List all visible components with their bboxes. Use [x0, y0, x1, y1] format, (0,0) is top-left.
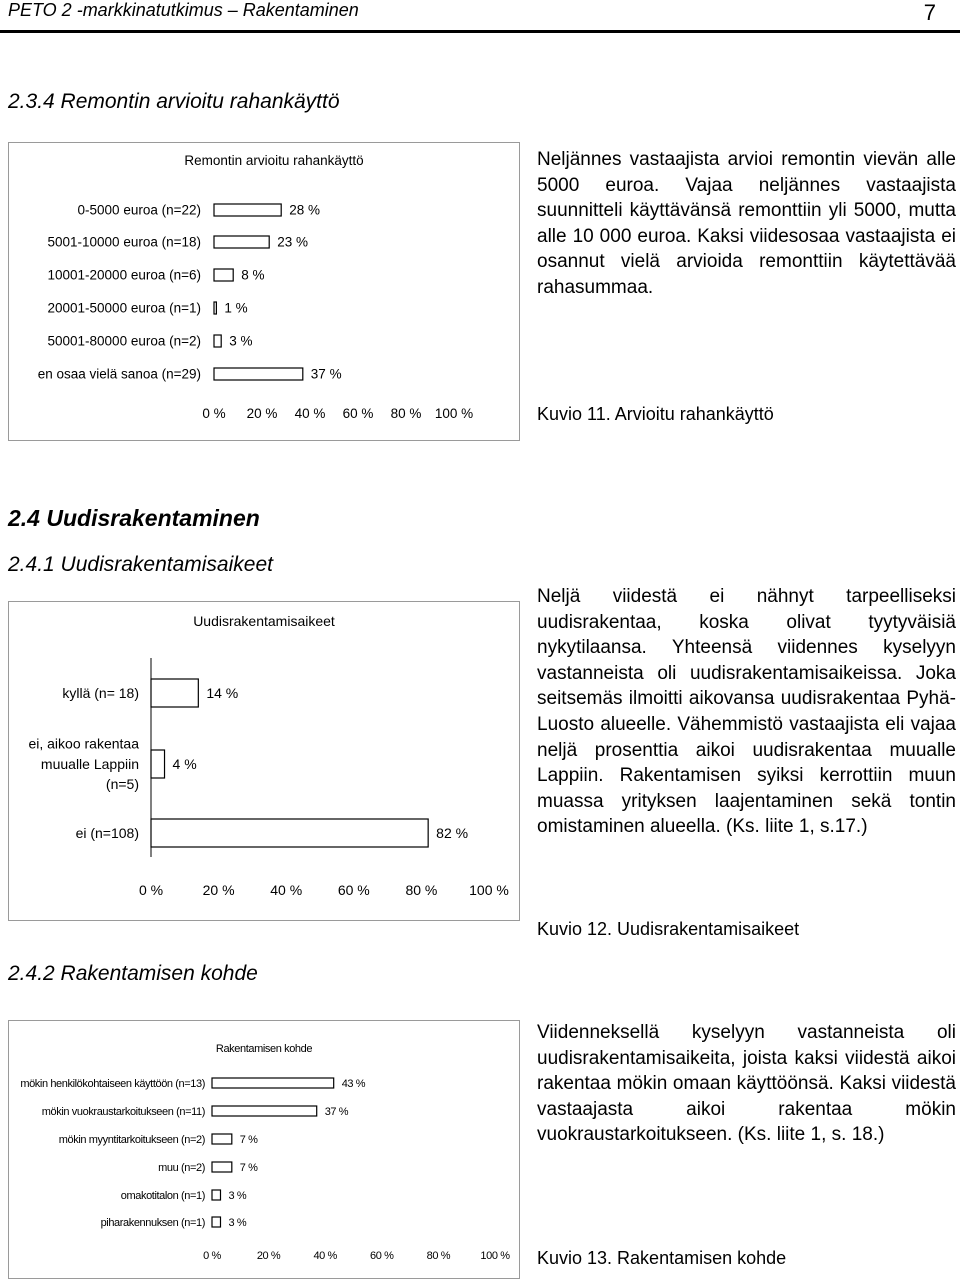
- chart2-category-label-4: omakotitalon (n=1): [120, 1189, 205, 1202]
- chart0-bar-3: [214, 302, 216, 314]
- chart2-value-label-0: 43 %: [341, 1077, 366, 1090]
- chart1-title: Uudisrakentamisaikeet: [193, 613, 335, 629]
- chart0-value-label-0: 28 %: [289, 202, 320, 218]
- chart-uudisrakentamisaikeet: [8, 601, 520, 921]
- chart1-bar-0: [151, 679, 198, 707]
- chart0-value-label-5: 37 %: [310, 366, 342, 382]
- chart0-value-label-4: 3 %: [229, 333, 253, 349]
- section-heading-2-3-4: 2.3.4 Remontin arvioitu rahankäyttö: [8, 90, 340, 113]
- chart-remontin-rahankaytto: [8, 142, 520, 441]
- caption-kuvio-13: Kuvio 13. Rakentamisen kohde: [537, 1248, 787, 1268]
- chart0-bar-5: [214, 368, 303, 380]
- chart0-x-tick-5: 100 %: [434, 406, 474, 421]
- chart1-x-tick-1: 20 %: [202, 882, 235, 898]
- chart1-value-label-2: 82 %: [436, 824, 469, 841]
- chart1-x-tick-0: 0 %: [138, 882, 164, 898]
- chart0-value-label-3: 1 %: [224, 300, 248, 316]
- chart0-x-tick-3: 60 %: [342, 406, 374, 421]
- chart2-category-label-2: mökin myyntitarkoitukseen (n=2): [58, 1133, 205, 1146]
- chart2-x-tick-4: 80 %: [426, 1250, 451, 1262]
- chart0-bar-4: [214, 335, 221, 347]
- chart2-x-tick-3: 60 %: [370, 1250, 394, 1262]
- chart0-category-label-5: en osaa vielä sanoa (n=29): [37, 366, 201, 382]
- caption-kuvio-12: Kuvio 12. Uudisrakentamisaikeet: [537, 919, 800, 939]
- chart0-category-label-2: 10001-20000 euroa (n=6): [47, 267, 201, 283]
- chart0-category-label-3: 20001-50000 euroa (n=1): [47, 300, 201, 316]
- section-heading-2-4-1: 2.4.1 Uudisrakentamisaikeet: [8, 553, 273, 576]
- chart2-category-label-5: piharakennuksen (n=1): [100, 1216, 205, 1229]
- section-heading-2-4-2: 2.4.2 Rakentamisen kohde: [8, 962, 258, 985]
- chart2-x-tick-0: 0 %: [203, 1250, 221, 1262]
- chart2-bar-0: [212, 1078, 334, 1088]
- chart2-value-label-5: 3 %: [228, 1216, 247, 1229]
- chart2-category-label-1: mökin vuokraustarkoitukseen (n=11): [41, 1105, 205, 1118]
- section-heading-2-4: 2.4 Uudisrakentaminen: [8, 505, 260, 531]
- chart1-category-label-2: ei (n=108): [75, 824, 139, 841]
- chart1-bar-2: [151, 819, 428, 847]
- chart0-category-label-1: 5001-10000 euroa (n=18): [47, 234, 201, 250]
- chart2-bar-3: [212, 1162, 232, 1172]
- chart0-category-label-0: 0-5000 euroa (n=22): [77, 202, 201, 218]
- chart2-value-label-1: 37 %: [324, 1105, 349, 1118]
- chart2-value-label-3: 7 %: [239, 1161, 258, 1174]
- chart1-category-label-1-line-0: ei, aikoo rakentaa: [28, 735, 139, 752]
- chart2-bar-4: [212, 1190, 220, 1200]
- chart1-category-label-0: kyllä (n= 18): [62, 684, 139, 701]
- chart1-value-label-0: 14 %: [206, 684, 239, 701]
- chart2-value-label-2: 7 %: [239, 1133, 258, 1146]
- chart0-x-tick-1: 20 %: [246, 406, 278, 421]
- chart1-category-label-1-line-2: (n=5): [105, 776, 139, 793]
- chart-rakentamisen-kohde: [8, 1020, 520, 1279]
- chart2-title: Rakentamisen kohde: [215, 1043, 313, 1055]
- chart-uudisrakentamisaikeet-svg: [9, 602, 519, 920]
- chart1-x-tick-3: 60 %: [337, 882, 370, 898]
- chart0-title: Remontin arvioitu rahankäyttö: [184, 153, 364, 168]
- chart2-category-label-0: mökin henkilökohtaiseen käyttöön (n=13): [20, 1077, 205, 1090]
- chart0-bar-1: [214, 236, 269, 248]
- chart-rakentamisen-kohde-svg: [9, 1021, 519, 1278]
- chart0-x-tick-0: 0 %: [202, 406, 226, 421]
- chart2-category-label-3: muu (n=2): [158, 1161, 205, 1174]
- chart1-category-label-1-line-1: muualle Lappiin: [40, 755, 139, 772]
- chart0-bar-2: [214, 269, 233, 281]
- chart1-value-label-1: 4 %: [172, 755, 197, 772]
- chart2-x-tick-5: 100 %: [480, 1250, 510, 1262]
- chart0-value-label-1: 23 %: [277, 234, 308, 250]
- chart2-x-tick-2: 40 %: [313, 1250, 337, 1262]
- header-rule: [0, 30, 960, 33]
- page-number: 7: [923, 0, 936, 25]
- chart2-value-label-4: 3 %: [228, 1189, 247, 1202]
- chart1-x-tick-2: 40 %: [270, 882, 303, 898]
- chart2-bar-5: [212, 1217, 220, 1227]
- paragraph-rakentamisen-kohde: Viidenneksellä kyselyyn vastanneista oli uudisrakentamisaikeita, joista kaksi viidestä aikoi rakentaa mökin omaan käyttöönsä. Kaksi viidestä vastaajasta aikoi rakentaa mökin vuokraustarkoitukseen. (Ks. liite 1, s. 18.): [537, 1022, 956, 1146]
- chart2-x-tick-1: 20 %: [256, 1250, 281, 1262]
- paragraph-remontin-arvio: Neljännes vastaajista arvioi remontin vievän alle 5000 euroa. Vajaa neljännes vastaajista suunnitteli käyttävänsä remonttiin yli 5000, mutta alle 10 000 euroa. Kaksi viidesosaa vastaajista ei osannut vielä arvioida remonttiin käytettävää rahasummaa.: [537, 149, 956, 298]
- chart0-category-label-4: 50001-80000 euroa (n=2): [47, 333, 201, 349]
- chart-remontin-rahankaytto-svg: [9, 143, 519, 440]
- chart0-x-tick-2: 40 %: [294, 406, 326, 421]
- chart0-value-label-2: 8 %: [241, 267, 265, 283]
- chart2-bar-2: [212, 1134, 232, 1144]
- caption-kuvio-11: Kuvio 11. Arvioitu rahankäyttö: [537, 404, 774, 424]
- chart0-x-tick-4: 80 %: [390, 406, 422, 421]
- chart1-x-tick-4: 80 %: [405, 882, 438, 898]
- page-header-title: PETO 2 -markkinatutkimus – Rakentaminen: [8, 0, 359, 20]
- chart1-x-tick-5: 100 %: [469, 882, 509, 898]
- chart2-bar-1: [212, 1106, 317, 1116]
- chart0-bar-0: [214, 204, 281, 216]
- chart1-bar-1: [151, 750, 165, 778]
- paragraph-uudisrakentamisaikeet: Neljä viidestä ei nähnyt tarpeelliseksi uudisrakentaa, koska olivat tyytyväisiä nykytilaansa. Yhteensä viidennes kyselyyn vastanneista oli uudisrakentamisaikeissa. Joka seitsemäs ilmoitti aikovansa uudisrakentaa Pyhä-Luosto alueelle. Vähemmistö vastaajista eli vajaa neljä prosenttia aikoi uudisrakentaa muualle Lappiin. Rakentamisen syiksi kerrottiin muun muassa yrityksen laajentaminen sekä tontin omistaminen alueella. (Ks. liite 1, s.17.): [537, 586, 956, 838]
